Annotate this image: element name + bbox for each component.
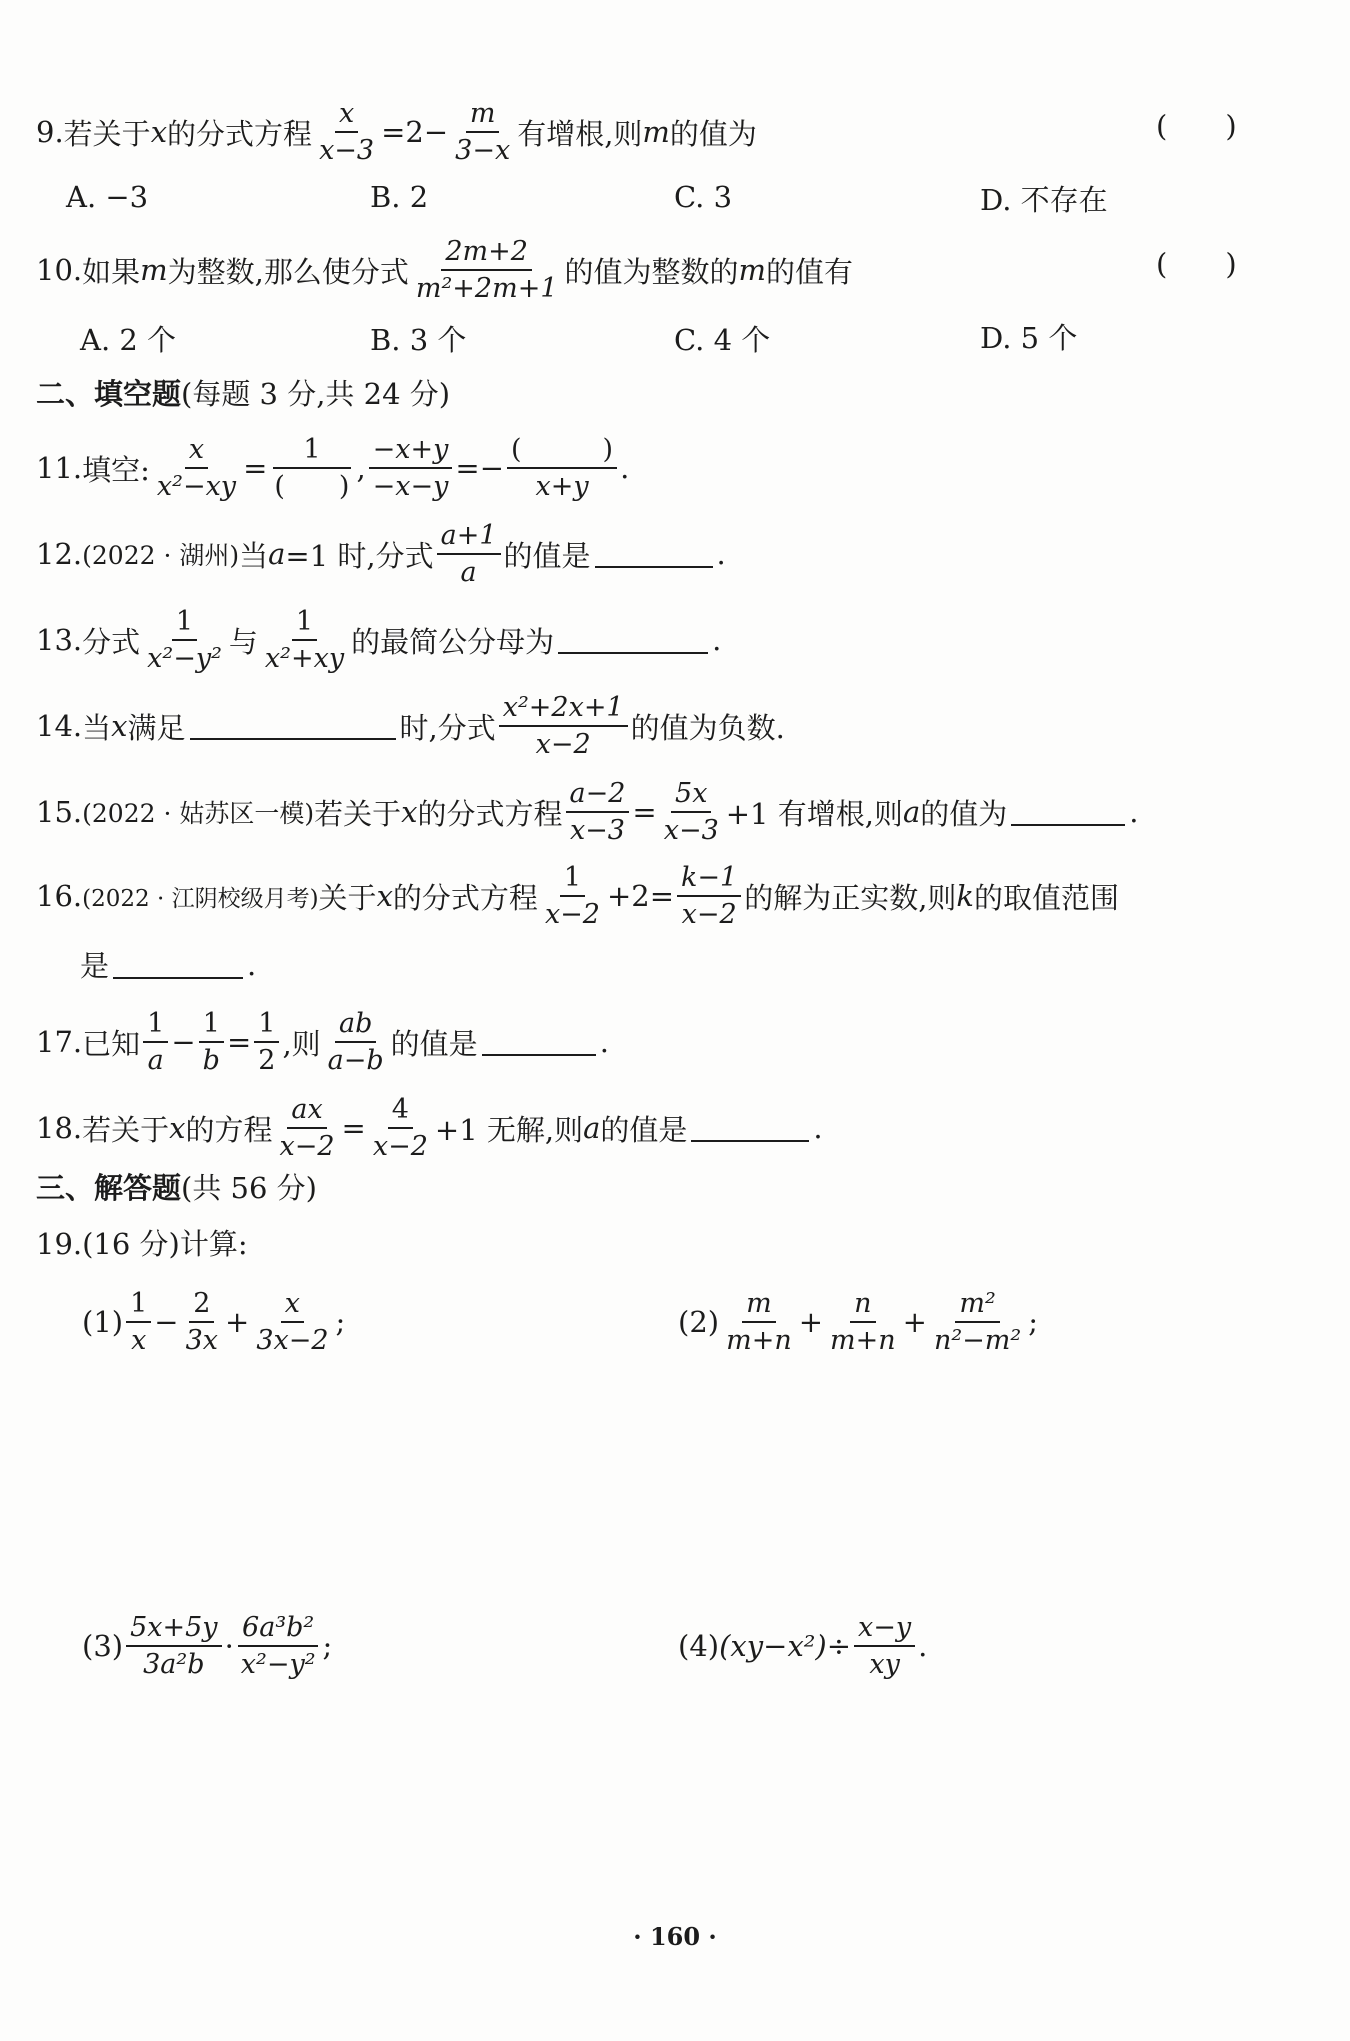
q12-source: (2022 · 湖州)	[82, 541, 240, 571]
section-3-title: 三、解答题	[36, 1171, 182, 1205]
question-12	[36, 520, 726, 588]
q16-f1-num: 1	[560, 862, 585, 897]
question-19-heading	[36, 1222, 248, 1263]
question-16	[36, 862, 1119, 930]
q11-fraction-4	[507, 434, 617, 502]
q16-number: 16.	[36, 879, 83, 914]
q16-k: k	[956, 879, 974, 914]
q13-text-pre: 分式	[82, 624, 141, 659]
q12-text-mid: =1 时,分式	[285, 538, 434, 573]
q15-text-post: +1 有增根,则	[725, 796, 903, 831]
q19-part-3	[82, 1612, 332, 1680]
q17-text-mid: ,则	[282, 1026, 321, 1061]
q17-f4-num: ab	[335, 1008, 376, 1043]
q13-fraction-1	[143, 606, 226, 674]
question-14	[36, 692, 785, 760]
q13-f2-den: x²+xy	[264, 643, 345, 675]
q19-p1-f1-num: 1	[126, 1288, 151, 1323]
q10-choice-d: D. 5 个	[980, 321, 1078, 355]
q13-answer-blank[interactable]	[558, 626, 708, 654]
q14-text-mid: 满足	[127, 710, 186, 745]
q13-end: .	[712, 623, 722, 658]
question-13	[36, 606, 721, 674]
q11-fraction-3	[369, 434, 453, 502]
q16-source: (2022 · 江阴校级月考)	[82, 885, 319, 912]
q13-f1-num: 1	[172, 606, 197, 641]
q11-f1-den: x²−xy	[156, 471, 237, 503]
q16-f2-num: k−1	[677, 862, 741, 897]
question-17	[36, 1008, 609, 1076]
q15-number: 15.	[36, 795, 83, 830]
q12-fraction	[437, 520, 501, 588]
q14-fraction	[499, 692, 628, 760]
q14-f-num: x²+2x+1	[499, 692, 628, 727]
q17-fraction-4	[324, 1008, 388, 1076]
q10-text-pre: 如果	[82, 254, 141, 289]
section-2-heading	[36, 372, 450, 413]
q9-text-end: 的值为	[669, 116, 757, 151]
q18-f1-num: ax	[287, 1094, 326, 1129]
q19-p3-fraction-1	[126, 1612, 221, 1680]
q19-p4-f-num: x−y	[854, 1612, 915, 1647]
q17-answer-blank[interactable]	[482, 1028, 596, 1056]
q15-eq: =	[632, 795, 657, 830]
q19-p1-label: (1)	[82, 1305, 124, 1340]
q16-f1-den: x−2	[544, 899, 600, 931]
q15-f2-num: 5x	[671, 778, 711, 813]
q18-f2-num: 4	[388, 1094, 413, 1129]
q14-x: x	[111, 709, 128, 744]
q15-x: x	[401, 795, 418, 830]
q9-answer-paren: ( )	[1156, 109, 1237, 143]
q9-eq: =2−	[381, 115, 449, 150]
q15-answer-blank[interactable]	[1011, 798, 1125, 826]
q11-eq1: =	[243, 451, 268, 486]
q9-text-pre: 若关于	[63, 116, 151, 151]
q10-m: m	[140, 253, 168, 288]
q13-number: 13.	[36, 623, 83, 658]
q9-text-post: 有增根,则	[517, 116, 643, 151]
q18-answer-blank[interactable]	[691, 1114, 809, 1142]
q10-f-den: m²+2m+1	[415, 273, 558, 305]
q18-f2-den: x−2	[372, 1131, 428, 1163]
q17-f1-den: a	[147, 1045, 164, 1077]
q15-fraction-2	[660, 778, 723, 846]
q16-line2-text: 是	[80, 949, 110, 983]
q16-dot: .	[247, 947, 257, 982]
q19-p2-f2-num: n	[850, 1288, 875, 1323]
q17-minus: −	[171, 1025, 196, 1060]
q19-p3-f2-num: 6a³b²	[238, 1612, 318, 1647]
q9-f1-num: x	[335, 98, 358, 133]
q18-text-end: 的值是	[600, 1112, 688, 1147]
q11-f2-den: ( )	[274, 471, 350, 503]
q17-f3-den: 2	[258, 1045, 276, 1077]
q11-end: .	[620, 451, 630, 486]
q19-p1-fraction-2	[182, 1288, 222, 1356]
q9-m: m	[642, 115, 670, 150]
q9-text-mid: 的分式方程	[167, 116, 313, 151]
q14-answer-blank[interactable]	[190, 712, 396, 740]
q19-p1-fraction-1	[126, 1288, 151, 1356]
q19-p2-f2-den: m+n	[830, 1325, 896, 1357]
q10-choice-a: A. 2 个	[80, 323, 177, 357]
q17-number: 17.	[36, 1025, 83, 1060]
question-18	[36, 1094, 823, 1162]
q15-text-pre: 若关于	[314, 796, 402, 831]
q12-end: .	[716, 537, 726, 572]
q15-a: a	[902, 795, 921, 830]
q10-number: 10.	[36, 253, 83, 288]
q11-number: 11.	[36, 451, 83, 486]
q19-p3-f1-num: 5x+5y	[126, 1612, 221, 1647]
q11-f3-num: −x+y	[369, 434, 453, 469]
q15-text-end: 的值为	[920, 796, 1008, 831]
q11-text-pre: 填空:	[82, 452, 150, 487]
q16-text-mid: 的分式方程	[392, 880, 538, 915]
section-2-title: 二、填空题	[36, 377, 182, 411]
q9-choice-d: D. 不存在	[980, 183, 1108, 217]
q17-fraction-3	[254, 1008, 279, 1076]
q19-p2-fraction-2	[826, 1288, 900, 1356]
question-10	[36, 236, 853, 304]
q19-head: 19.(16 分)计算:	[36, 1227, 248, 1261]
q19-p1-end: ;	[335, 1305, 346, 1340]
q19-p3-f1-den: 3a²b	[143, 1649, 205, 1681]
q14-text-mid2: 时,分式	[399, 710, 496, 745]
q19-p1-op1: −	[154, 1305, 179, 1340]
q11-f1-num: x	[185, 434, 208, 469]
q19-p3-f2-den: x²−y²	[240, 1649, 316, 1681]
section-3-note: (共 56 分)	[181, 1171, 317, 1205]
q19-p2-f1-num: m	[742, 1288, 776, 1323]
q12-a: a	[268, 537, 286, 572]
q18-dot: .	[813, 1111, 823, 1146]
q11-f4-num: ( )	[507, 434, 617, 469]
q12-f-den: a	[460, 557, 477, 589]
q15-text-mid: 的分式方程	[417, 796, 563, 831]
q9-number: 9.	[36, 115, 64, 150]
q19-p4-fraction	[854, 1612, 915, 1680]
q9-fraction-1	[315, 98, 378, 166]
q18-number: 18.	[36, 1111, 83, 1146]
q18-x: x	[169, 1111, 186, 1146]
q14-number: 14.	[36, 709, 83, 744]
q19-part-1	[82, 1288, 345, 1356]
q10-f-num: 2m+2	[441, 236, 532, 271]
q10-m-2: m	[738, 253, 767, 288]
q19-part-4	[678, 1612, 927, 1680]
q18-text-post: +1 无解,则	[434, 1112, 584, 1147]
q19-p1-f2-den: 3x	[185, 1325, 218, 1357]
q19-p4-label: (4)	[678, 1629, 720, 1664]
q16-x: x	[376, 879, 393, 914]
q12-number: 12.	[36, 537, 83, 572]
q18-text-mid: 的方程	[185, 1112, 273, 1147]
section-2-note: (每题 3 分,共 24 分)	[181, 377, 451, 411]
q17-f1-num: 1	[143, 1008, 168, 1043]
q14-f-den: x−2	[535, 729, 591, 761]
q19-p2-end: ;	[1028, 1305, 1039, 1340]
q17-f2-den: b	[202, 1045, 220, 1077]
q16-text-end: 的取值范围	[974, 880, 1120, 915]
q17-text-post: 的值是	[390, 1026, 478, 1061]
q15-f2-den: x−3	[663, 815, 719, 847]
section-3-heading	[36, 1166, 317, 1207]
q9-fraction-2	[451, 98, 514, 166]
q13-text-post: 的最简公分母为	[351, 624, 555, 659]
q19-p2-f3-num: m²	[955, 1288, 999, 1323]
q11-f4-den: x+y	[535, 471, 589, 503]
q11-fraction-2	[270, 434, 353, 502]
q16-text-pre: 关于	[318, 880, 377, 915]
q9-choice-b: B. 2	[370, 180, 429, 214]
q18-fraction-1	[276, 1094, 339, 1162]
question-9	[36, 98, 757, 166]
q19-p3-fraction-2	[237, 1612, 320, 1680]
q10-text-end: 的值有	[766, 254, 854, 289]
q18-a: a	[583, 1111, 601, 1146]
q19-part-2	[678, 1288, 1038, 1356]
q10-choice-b: B. 3 个	[370, 323, 467, 357]
question-16-line-2	[80, 944, 256, 985]
q19-p2-label: (2)	[678, 1305, 720, 1340]
q13-f2-num: 1	[292, 606, 317, 641]
question-11	[36, 434, 629, 502]
q19-p3-end: ;	[322, 1629, 333, 1664]
q13-fraction-2	[261, 606, 348, 674]
q12-f-num: a+1	[437, 520, 501, 555]
q19-p1-op2: +	[225, 1305, 250, 1340]
q19-p1-fraction-3	[252, 1288, 332, 1356]
q18-text-pre: 若关于	[82, 1112, 170, 1147]
q14-text-post: 的值为负数.	[630, 710, 785, 745]
q13-f1-den: x²−y²	[147, 643, 222, 675]
q11-eq2: =−	[455, 451, 505, 486]
q19-p4-end: .	[918, 1629, 928, 1664]
q19-p2-f3-den: n²−m²	[933, 1325, 1022, 1357]
q11-fraction-1	[153, 434, 240, 502]
q9-var: x	[150, 115, 168, 150]
q10-fraction	[412, 236, 562, 304]
q19-p3-label: (3)	[82, 1629, 124, 1664]
q17-fraction-1	[143, 1008, 168, 1076]
q16-f2-den: x−2	[681, 899, 737, 931]
q13-text-mid: 与	[228, 624, 258, 659]
q9-choice-c: C. 3	[674, 180, 733, 214]
q17-f4-den: a−b	[327, 1045, 384, 1077]
q15-f1-den: x−3	[569, 815, 625, 847]
q16-eq: +2=	[606, 879, 675, 914]
q16-fraction-2	[677, 862, 741, 930]
q19-p3-op: ·	[224, 1629, 234, 1664]
q19-p2-op1: +	[798, 1305, 824, 1340]
q11-comma: ,	[356, 451, 366, 486]
q17-f2-num: 1	[199, 1008, 224, 1043]
q17-text-pre: 已知	[82, 1026, 141, 1061]
q19-p4-f-den: xy	[869, 1649, 900, 1681]
q17-end: .	[599, 1025, 609, 1060]
q15-fraction-1	[566, 778, 630, 846]
q17-f3-num: 1	[254, 1008, 279, 1043]
q19-p2-fraction-3	[930, 1288, 1025, 1356]
q19-p1-f2-num: 2	[189, 1288, 214, 1323]
q15-dot: .	[1129, 795, 1139, 830]
q19-p1-f3-num: x	[281, 1288, 304, 1323]
q11-f2-num: 1	[273, 434, 350, 469]
q17-eq: =	[226, 1025, 252, 1060]
q12-answer-blank[interactable]	[595, 540, 713, 568]
q10-answer-paren: ( )	[1156, 247, 1237, 281]
q19-p2-op2: +	[902, 1305, 927, 1340]
q16-fraction-1	[541, 862, 604, 930]
q16-text-post: 的解为正实数,则	[744, 880, 957, 915]
question-15	[36, 778, 1138, 846]
q10-text-post: 的值为整数的	[564, 254, 739, 289]
q16-answer-blank[interactable]	[113, 951, 243, 979]
q18-eq: =	[341, 1111, 366, 1146]
q9-f2-den: 3−x	[455, 135, 511, 167]
q12-text-pre: 当	[239, 538, 269, 573]
q19-p2-f1-den: m+n	[726, 1325, 792, 1357]
q11-f3-den: −x−y	[372, 471, 449, 503]
q19-p1-f1-den: x	[131, 1325, 147, 1357]
q18-f1-den: x−2	[279, 1131, 335, 1163]
q19-p2-fraction-1	[722, 1288, 796, 1356]
q15-f1-num: a−2	[566, 778, 630, 813]
q17-fraction-2	[199, 1008, 224, 1076]
q18-fraction-2	[369, 1094, 432, 1162]
q10-choice-c: C. 4 个	[674, 323, 771, 357]
q19-p1-f3-den: 3x−2	[256, 1325, 329, 1357]
q14-text-pre: 当	[82, 710, 112, 745]
q10-text-mid: 为整数,那么使分式	[167, 254, 409, 289]
q15-source: (2022 · 姑苏区一模)	[82, 799, 315, 829]
page-number: · 160 ·	[633, 1922, 717, 1951]
q12-text-post: 的值是	[503, 538, 591, 573]
q9-f1-den: x−3	[319, 135, 375, 167]
q9-choice-a: A. −3	[66, 180, 149, 214]
q19-p4-pre: (xy−x²)÷	[719, 1629, 852, 1664]
q9-f2-num: m	[466, 98, 500, 133]
